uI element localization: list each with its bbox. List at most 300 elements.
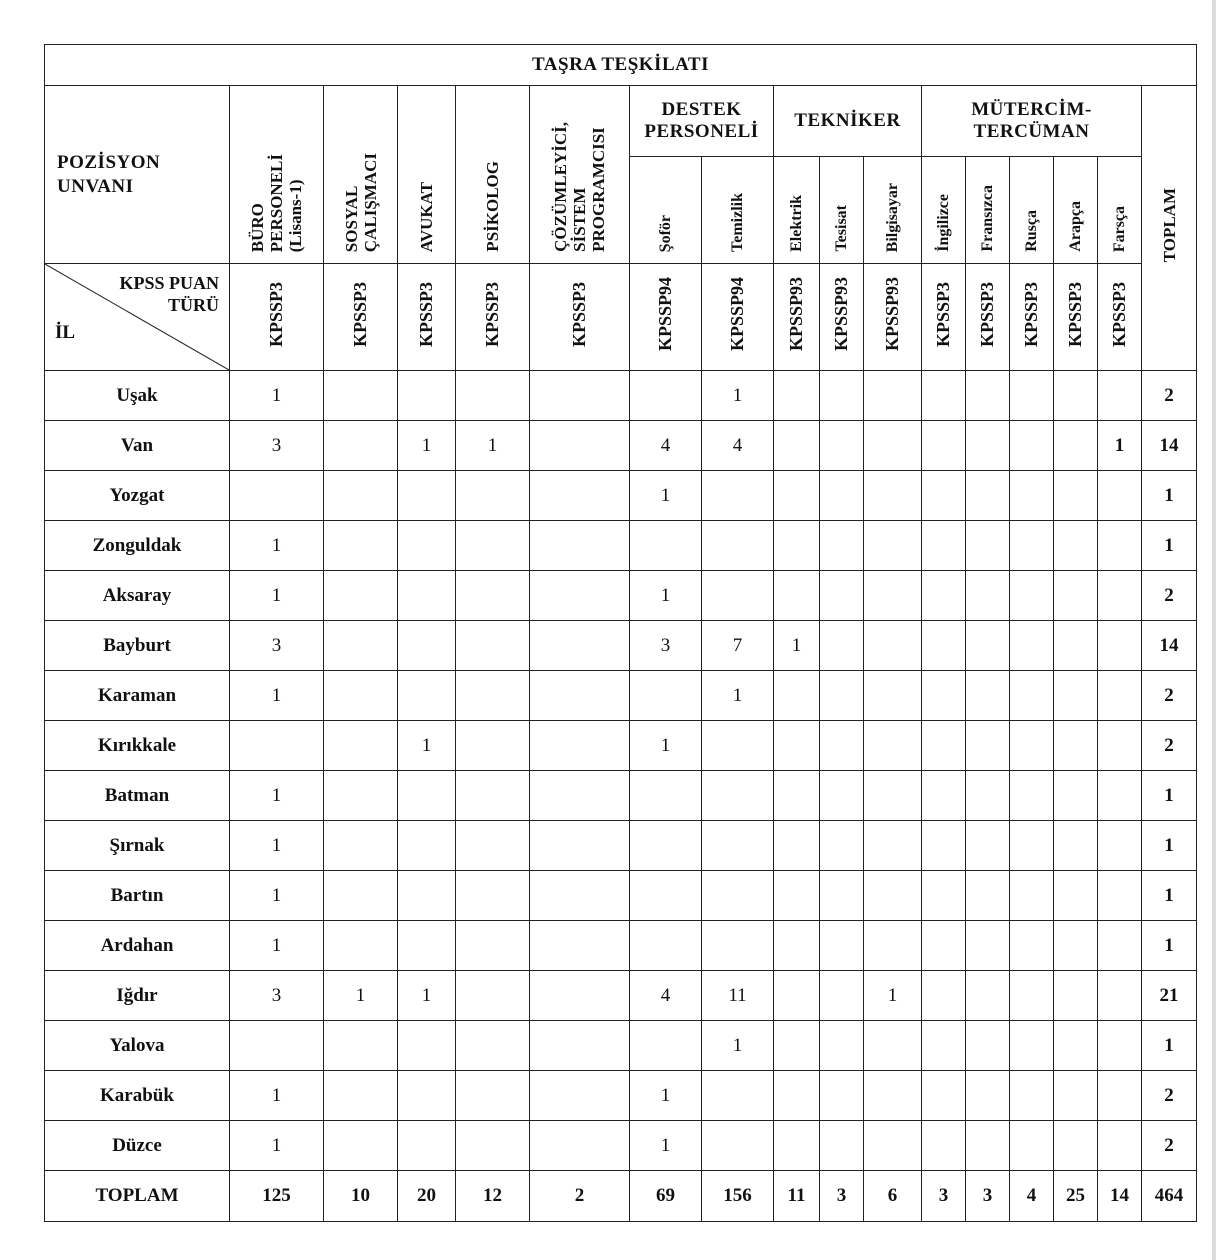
value-cell — [1054, 421, 1098, 471]
kpss-type-cell — [774, 264, 820, 371]
value-cell — [1010, 771, 1054, 821]
col-head-text — [551, 122, 608, 252]
value-cell — [922, 721, 966, 771]
col-line: SİSTEM — [570, 187, 589, 252]
table-row — [45, 421, 1197, 471]
value-cell: 1 — [230, 1071, 324, 1121]
kpss-type-cell — [702, 264, 774, 371]
value-cell — [1010, 1071, 1054, 1121]
page-edge-shadow — [1212, 0, 1216, 1260]
value-cell — [702, 721, 774, 771]
value-cell — [774, 721, 820, 771]
table-row — [45, 771, 1197, 821]
value-cell: 1 — [324, 971, 398, 1021]
total-value-cell: 14 — [1098, 1171, 1142, 1222]
value-cell — [820, 1021, 864, 1071]
il-name-cell: Düzce — [45, 1121, 230, 1171]
value-cell — [530, 821, 630, 871]
value-cell — [1098, 1021, 1142, 1071]
value-cell — [702, 1121, 774, 1171]
col-head-sosyal — [324, 86, 398, 264]
col-head-text: Şoför — [657, 214, 674, 252]
value-cell — [922, 421, 966, 471]
row-total-cell: 1 — [1142, 471, 1197, 521]
value-cell — [922, 371, 966, 421]
value-cell — [966, 1021, 1010, 1071]
value-cell — [922, 1021, 966, 1071]
row-total-cell: 1 — [1142, 871, 1197, 921]
kpss-puan-turu-label — [119, 272, 219, 316]
value-cell — [922, 1121, 966, 1171]
value-cell — [820, 971, 864, 1021]
value-cell — [820, 721, 864, 771]
kpss-type-text: KPSSP3 — [569, 281, 589, 347]
col-head-avukat — [398, 86, 456, 264]
value-cell — [630, 871, 702, 921]
il-name-cell: Karaman — [45, 671, 230, 721]
row-total-cell: 2 — [1142, 1071, 1197, 1121]
table-row — [45, 971, 1197, 1021]
value-cell — [1098, 771, 1142, 821]
value-cell — [864, 1121, 922, 1171]
value-cell — [774, 971, 820, 1021]
group-destek-line1: DESTEK — [661, 99, 742, 120]
row-total-cell: 1 — [1142, 521, 1197, 571]
value-cell — [966, 821, 1010, 871]
table-row — [45, 621, 1197, 671]
value-cell — [864, 771, 922, 821]
total-value-cell: 3 — [966, 1171, 1010, 1222]
value-cell — [966, 721, 1010, 771]
value-cell — [530, 721, 630, 771]
value-cell — [966, 571, 1010, 621]
value-cell — [820, 1121, 864, 1171]
table-row — [45, 721, 1197, 771]
value-cell — [922, 971, 966, 1021]
value-cell — [774, 1071, 820, 1121]
row-total-cell: 1 — [1142, 771, 1197, 821]
value-cell — [820, 771, 864, 821]
value-cell — [966, 521, 1010, 571]
col-head-cozumleyici — [530, 86, 630, 264]
value-cell: 1 — [630, 1121, 702, 1171]
value-cell — [324, 771, 398, 821]
total-value-cell: 12 — [456, 1171, 530, 1222]
kpss-type-text: KPSSP3 — [416, 281, 436, 347]
value-cell — [1054, 671, 1098, 721]
value-cell — [820, 421, 864, 471]
value-cell — [456, 771, 530, 821]
kpss-il-diagonal-cell — [45, 264, 230, 371]
value-cell — [774, 821, 820, 871]
col-line: PERSONELİ — [267, 153, 286, 252]
value-cell — [1010, 571, 1054, 621]
kpss-type-cell — [1054, 264, 1098, 371]
col-head-text: İngilizce — [935, 194, 952, 252]
table-row — [45, 1121, 1197, 1171]
col-line: (Lisans-1) — [286, 179, 305, 252]
group-destek-line2: PERSONELİ — [644, 121, 759, 142]
value-cell: 1 — [630, 471, 702, 521]
group-mutercim-line1: MÜTERCİM- — [971, 99, 1092, 120]
table-row — [45, 1021, 1197, 1071]
value-cell — [1098, 621, 1142, 671]
value-cell — [820, 1071, 864, 1121]
kpss-type-cell — [1098, 264, 1142, 371]
value-cell — [324, 571, 398, 621]
col-head-text: Fransızca — [979, 185, 996, 252]
value-cell — [324, 721, 398, 771]
value-cell: 3 — [230, 621, 324, 671]
value-cell — [456, 1121, 530, 1171]
value-cell — [324, 1021, 398, 1071]
value-cell: 1 — [398, 421, 456, 471]
total-value-cell: 3 — [820, 1171, 864, 1222]
value-cell — [864, 1071, 922, 1121]
total-value-cell: 20 — [398, 1171, 456, 1222]
value-cell — [1010, 671, 1054, 721]
value-cell — [820, 921, 864, 971]
row-total-cell: 2 — [1142, 671, 1197, 721]
value-cell — [398, 521, 456, 571]
value-cell — [1010, 421, 1054, 471]
value-cell — [774, 471, 820, 521]
kpss-type-text: KPSSP3 — [350, 281, 370, 347]
total-value-cell: 156 — [702, 1171, 774, 1222]
group-tekniker: TEKNİKER — [774, 86, 922, 157]
value-cell: 1 — [398, 971, 456, 1021]
value-cell — [922, 521, 966, 571]
table-row — [45, 521, 1197, 571]
value-cell — [324, 921, 398, 971]
value-cell — [530, 921, 630, 971]
value-cell — [456, 371, 530, 421]
value-cell: 1 — [230, 771, 324, 821]
value-cell — [1054, 921, 1098, 971]
value-cell — [456, 621, 530, 671]
table-row — [45, 1071, 1197, 1121]
kpss-type-cell — [630, 264, 702, 371]
value-cell — [1098, 1071, 1142, 1121]
value-cell — [530, 1121, 630, 1171]
group-destek-personeli — [630, 86, 774, 157]
table-row — [45, 471, 1197, 521]
value-cell — [774, 671, 820, 721]
value-cell — [398, 821, 456, 871]
value-cell — [324, 521, 398, 571]
toplam-header-text: TOPLAM — [1159, 188, 1179, 263]
value-cell — [864, 621, 922, 671]
col-line: SOSYAL — [341, 185, 361, 252]
pozisyon-unvani-label — [45, 86, 230, 264]
value-cell — [922, 471, 966, 521]
value-cell — [324, 621, 398, 671]
value-cell — [702, 1071, 774, 1121]
value-cell — [1098, 921, 1142, 971]
row-total-cell: 1 — [1142, 821, 1197, 871]
value-cell — [530, 371, 630, 421]
value-cell — [774, 521, 820, 571]
kpss-type-text: KPSSP3 — [1109, 281, 1129, 347]
value-cell — [324, 471, 398, 521]
grand-total-cell: 464 — [1142, 1171, 1197, 1222]
value-cell — [966, 671, 1010, 721]
col-head-bilgisayar — [864, 157, 922, 264]
value-cell: 1 — [702, 1021, 774, 1071]
value-cell — [1054, 821, 1098, 871]
value-cell — [1098, 571, 1142, 621]
value-cell — [530, 421, 630, 471]
value-cell: 1 — [630, 571, 702, 621]
value-cell — [324, 371, 398, 421]
value-cell — [966, 771, 1010, 821]
value-cell — [530, 621, 630, 671]
group-mutercim-line2: TERCÜMAN — [973, 121, 1090, 142]
value-cell — [1010, 1021, 1054, 1071]
value-cell — [702, 871, 774, 921]
value-cell — [820, 521, 864, 571]
value-cell — [864, 1021, 922, 1071]
value-cell — [820, 571, 864, 621]
value-cell — [702, 771, 774, 821]
col-head-psikolog — [456, 86, 530, 264]
value-cell — [966, 621, 1010, 671]
kpss-type-cell — [398, 264, 456, 371]
value-cell — [530, 871, 630, 921]
kpss-type-text: KPSSP93 — [831, 277, 851, 352]
value-cell — [702, 821, 774, 871]
col-head-text: Bilgisayar — [884, 182, 901, 252]
value-cell — [1098, 671, 1142, 721]
value-cell — [864, 921, 922, 971]
row-total-cell: 2 — [1142, 571, 1197, 621]
value-cell — [1054, 1121, 1098, 1171]
kpss-type-cell — [530, 264, 630, 371]
value-cell — [530, 471, 630, 521]
row-total-cell: 1 — [1142, 921, 1197, 971]
value-cell — [864, 421, 922, 471]
col-head-text: AVUKAT — [417, 181, 436, 252]
value-cell — [922, 571, 966, 621]
kpss-line1: KPSS PUAN — [119, 273, 219, 293]
value-cell — [456, 971, 530, 1021]
value-cell: 1 — [630, 721, 702, 771]
col-head-text: Rusça — [1023, 210, 1040, 252]
kpss-type-text: KPSSP3 — [266, 281, 286, 347]
row-total-cell: 2 — [1142, 721, 1197, 771]
value-cell — [1010, 971, 1054, 1021]
value-cell: 4 — [630, 421, 702, 471]
value-cell — [774, 921, 820, 971]
kpss-type-cell — [966, 264, 1010, 371]
value-cell — [630, 921, 702, 971]
row-total-cell: 14 — [1142, 621, 1197, 671]
col-head-text — [342, 153, 380, 252]
col-head-text: Farsça — [1111, 205, 1128, 252]
value-cell: 1 — [702, 671, 774, 721]
table-row — [45, 571, 1197, 621]
value-cell — [1098, 721, 1142, 771]
value-cell — [820, 671, 864, 721]
value-cell: 1 — [230, 921, 324, 971]
col-head-text: Elektrik — [788, 195, 805, 252]
il-name-cell: Bartın — [45, 871, 230, 921]
total-value-cell: 25 — [1054, 1171, 1098, 1222]
value-cell — [1098, 371, 1142, 421]
value-cell — [456, 471, 530, 521]
value-cell — [820, 371, 864, 421]
value-cell — [864, 871, 922, 921]
value-cell — [230, 721, 324, 771]
kpss-type-text: KPSSP3 — [1065, 281, 1085, 347]
col-head-sofor — [630, 157, 702, 264]
value-cell: 1 — [774, 621, 820, 671]
value-cell — [1010, 871, 1054, 921]
kpss-type-cell — [820, 264, 864, 371]
value-cell — [398, 921, 456, 971]
value-cell — [530, 571, 630, 621]
value-cell — [966, 921, 1010, 971]
kpss-type-text: KPSSP3 — [1021, 281, 1041, 347]
value-cell: 1 — [398, 721, 456, 771]
value-cell — [1098, 1121, 1142, 1171]
total-value-cell: 125 — [230, 1171, 324, 1222]
value-cell — [530, 521, 630, 571]
col-head-farsca — [1098, 157, 1142, 264]
value-cell: 1 — [230, 671, 324, 721]
pozisyon-line1: POZİSYON — [57, 151, 161, 173]
col-head-rusca — [1010, 157, 1054, 264]
il-name-cell: Aksaray — [45, 571, 230, 621]
value-cell — [630, 671, 702, 721]
value-cell — [324, 421, 398, 471]
value-cell — [1010, 371, 1054, 421]
value-cell — [820, 871, 864, 921]
kpss-type-cell — [864, 264, 922, 371]
kpss-type-text: KPSSP3 — [933, 281, 953, 347]
il-name-cell: Bayburt — [45, 621, 230, 671]
value-cell — [922, 771, 966, 821]
value-cell — [398, 471, 456, 521]
kpss-line2: TÜRÜ — [167, 295, 219, 315]
value-cell — [530, 1071, 630, 1121]
col-head-tesisat — [820, 157, 864, 264]
value-cell — [398, 371, 456, 421]
value-cell: 7 — [702, 621, 774, 671]
col-line: ÇÖZÜMLEYİCİ, — [551, 122, 570, 252]
total-value-cell: 10 — [324, 1171, 398, 1222]
il-name-cell: Batman — [45, 771, 230, 821]
value-cell — [456, 1071, 530, 1121]
value-cell: 11 — [702, 971, 774, 1021]
il-name-cell: Yalova — [45, 1021, 230, 1071]
value-cell — [820, 471, 864, 521]
value-cell — [1054, 971, 1098, 1021]
total-value-cell: 2 — [530, 1171, 630, 1222]
value-cell: 1 — [630, 1071, 702, 1121]
value-cell — [922, 621, 966, 671]
value-cell — [966, 871, 1010, 921]
value-cell — [1054, 621, 1098, 671]
value-cell — [922, 871, 966, 921]
pozisyon-line2: UNVANI — [57, 175, 134, 197]
col-head-temizlik — [702, 157, 774, 264]
col-head-elektrik — [774, 157, 820, 264]
value-cell — [456, 821, 530, 871]
value-cell: 1 — [230, 821, 324, 871]
value-cell — [230, 1021, 324, 1071]
value-cell — [820, 821, 864, 871]
value-cell — [230, 471, 324, 521]
il-name-cell: Şırnak — [45, 821, 230, 871]
taşra-teşkilatı-table — [44, 44, 1197, 1222]
value-cell — [324, 1071, 398, 1121]
kpss-type-cell — [230, 264, 324, 371]
il-name-cell: Kırıkkale — [45, 721, 230, 771]
value-cell — [774, 1021, 820, 1071]
value-cell — [702, 471, 774, 521]
value-cell — [1098, 871, 1142, 921]
value-cell — [1054, 721, 1098, 771]
value-cell — [1098, 971, 1142, 1021]
value-cell: 3 — [630, 621, 702, 671]
row-total-cell: 21 — [1142, 971, 1197, 1021]
value-cell — [456, 921, 530, 971]
table-row — [45, 371, 1197, 421]
value-cell — [398, 1071, 456, 1121]
table-row — [45, 821, 1197, 871]
value-cell — [530, 971, 630, 1021]
value-cell: 4 — [630, 971, 702, 1021]
il-name-cell: Van — [45, 421, 230, 471]
row-total-cell: 2 — [1142, 1121, 1197, 1171]
value-cell: 1 — [702, 371, 774, 421]
value-cell — [456, 721, 530, 771]
total-value-cell: 3 — [922, 1171, 966, 1222]
value-cell — [398, 871, 456, 921]
col-head-text: Arapça — [1067, 201, 1084, 252]
table-row — [45, 871, 1197, 921]
value-cell — [774, 421, 820, 471]
value-cell: 1 — [230, 871, 324, 921]
value-cell — [324, 871, 398, 921]
value-cell — [774, 1121, 820, 1171]
il-name-cell: Ardahan — [45, 921, 230, 971]
value-cell — [1010, 621, 1054, 671]
table-title: TAŞRA TEŞKİLATI — [45, 45, 1197, 86]
value-cell — [864, 371, 922, 421]
value-cell — [1054, 471, 1098, 521]
value-cell — [324, 821, 398, 871]
col-line: PROGRAMCISI — [589, 127, 608, 252]
total-label-cell: TOPLAM — [45, 1171, 230, 1222]
value-cell — [324, 1121, 398, 1171]
kpss-type-text: KPSSP94 — [655, 277, 675, 352]
col-head-text: PSİKOLOG — [483, 161, 502, 252]
value-cell — [1054, 771, 1098, 821]
value-cell — [774, 571, 820, 621]
value-cell — [398, 621, 456, 671]
value-cell — [1054, 571, 1098, 621]
kpss-type-text: KPSSP94 — [727, 277, 747, 352]
value-cell — [864, 571, 922, 621]
value-cell — [922, 921, 966, 971]
value-cell — [398, 571, 456, 621]
value-cell — [1010, 821, 1054, 871]
col-head-ingilizce — [922, 157, 966, 264]
value-cell: 1 — [456, 421, 530, 471]
value-cell — [398, 1021, 456, 1071]
